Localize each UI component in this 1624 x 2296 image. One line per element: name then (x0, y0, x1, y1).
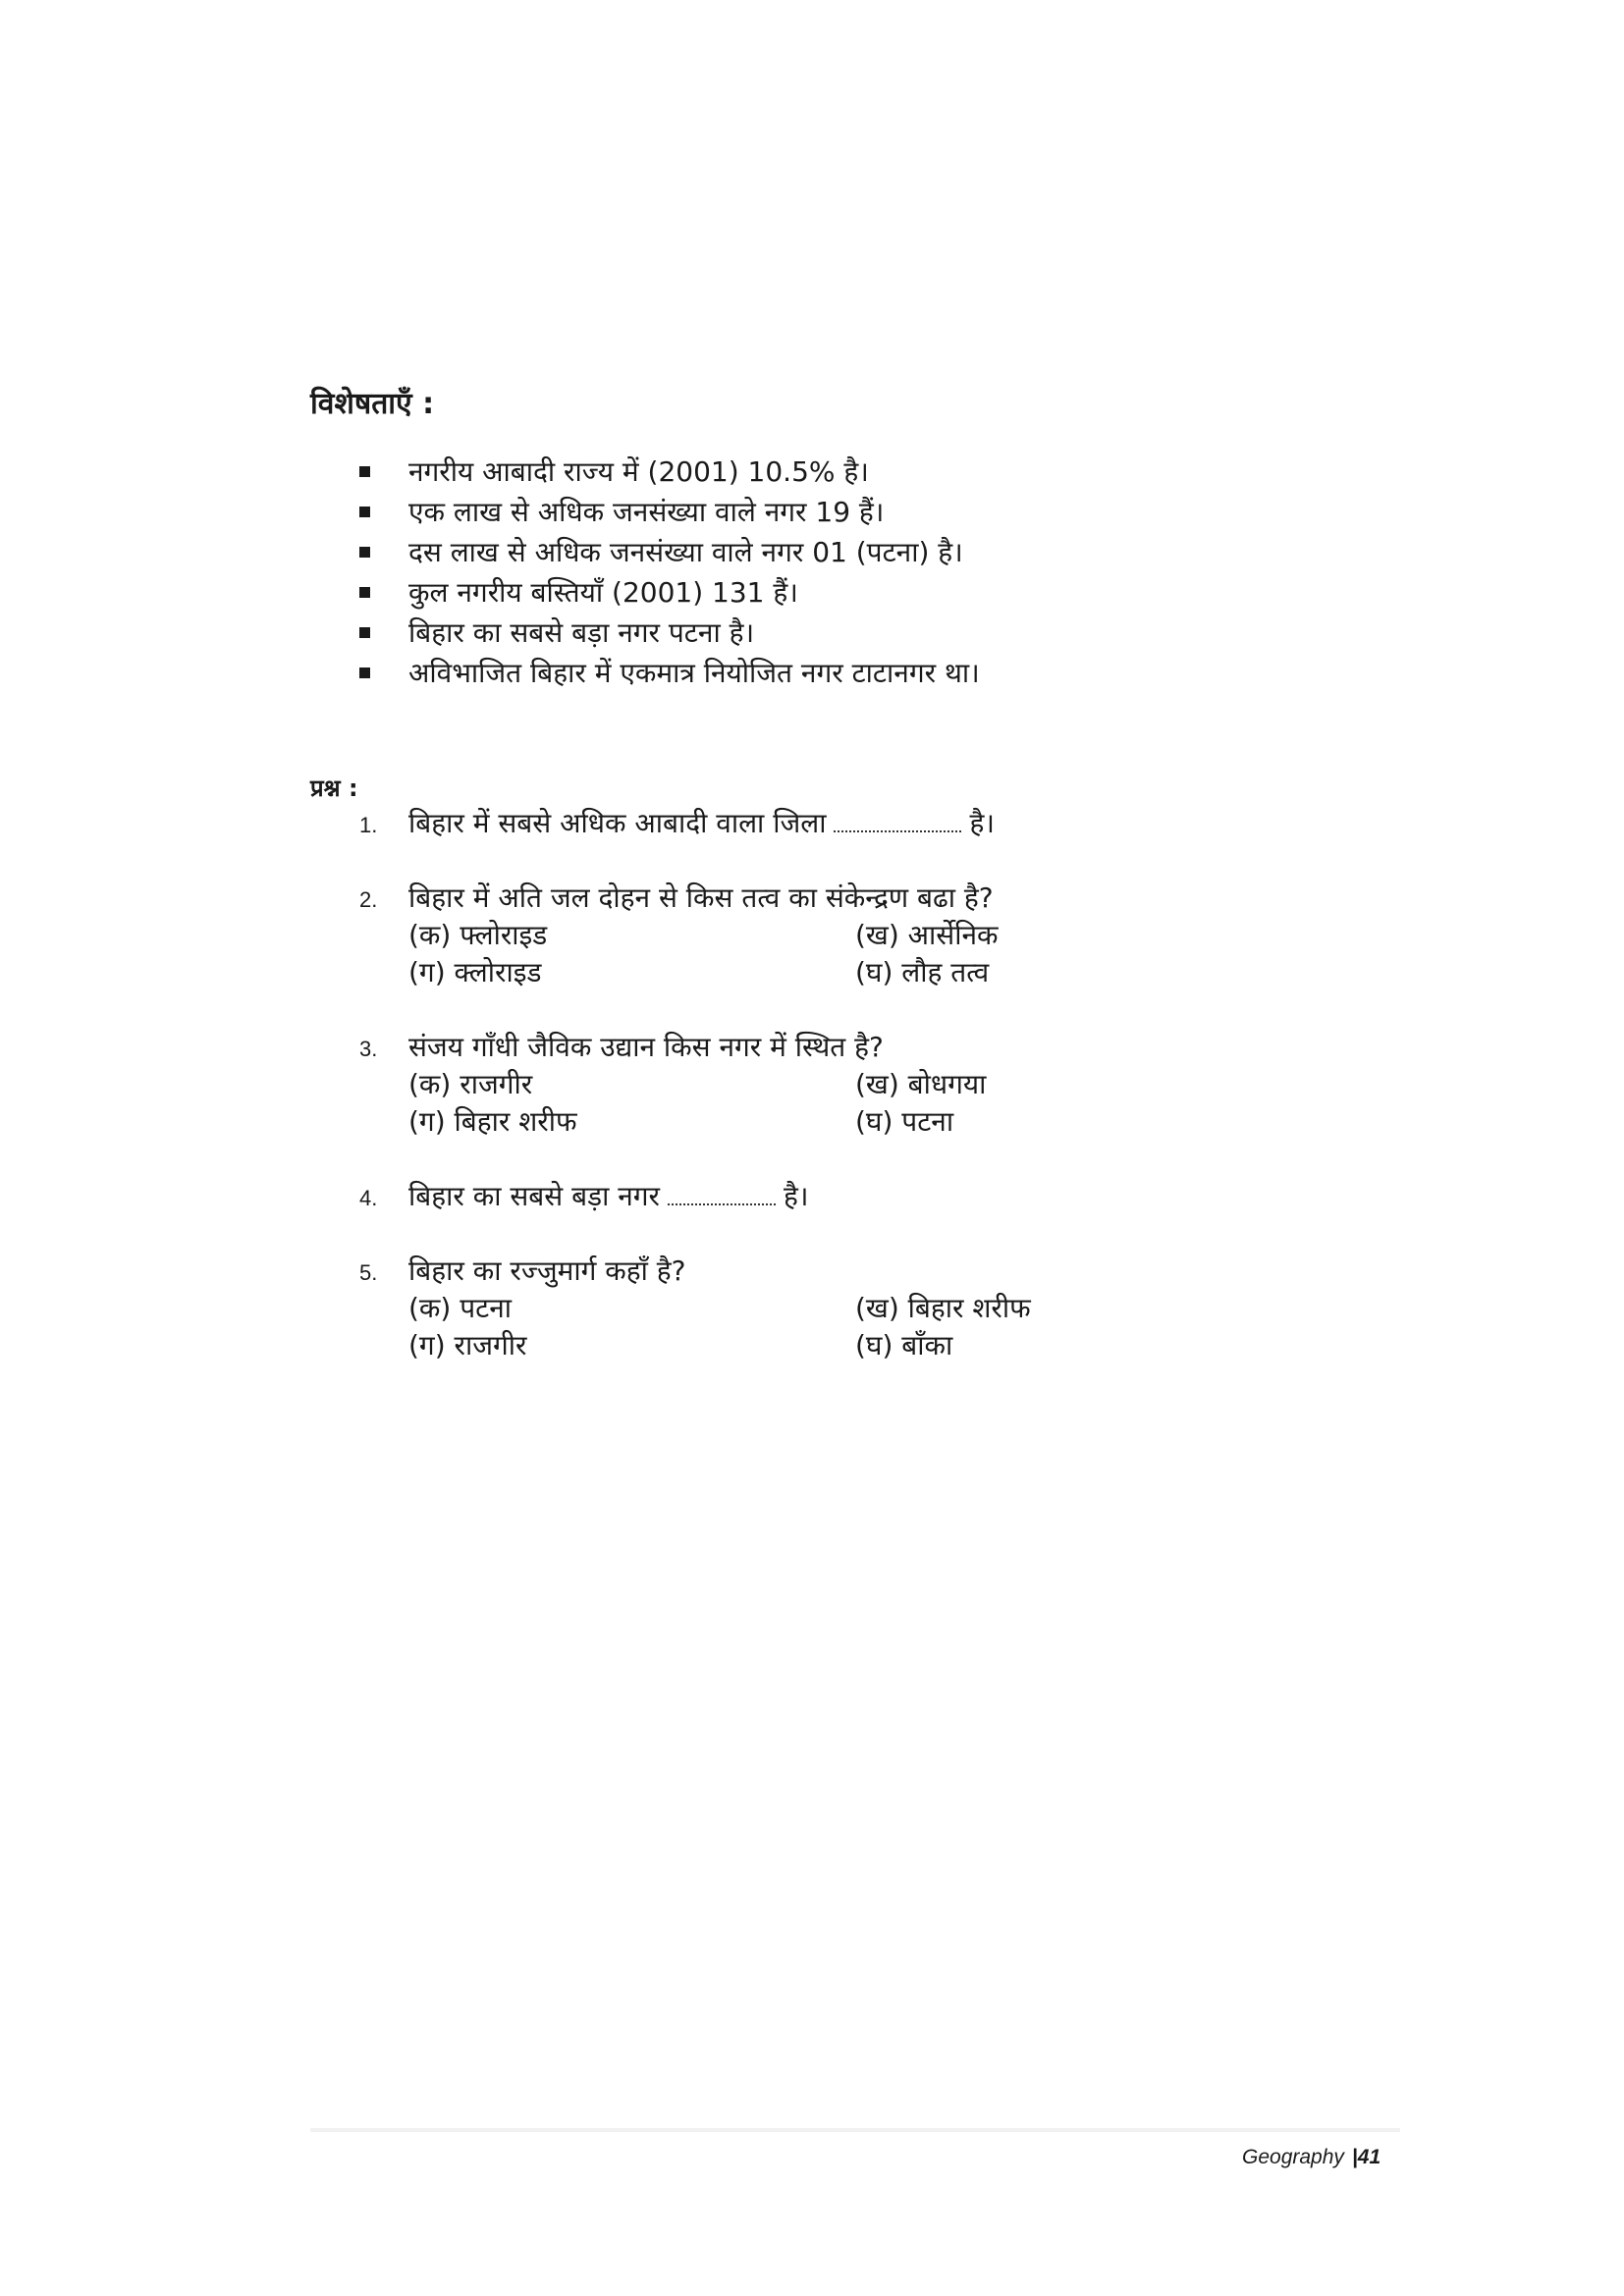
bullet-square-icon (359, 507, 370, 517)
question-5 (359, 1253, 1145, 1364)
question-text: बिहार में अति जल दोहन से किस तत्व का संकेन्द्रण बढा है? (408, 881, 994, 914)
page-footer (1242, 2144, 1380, 2171)
question-text: बिहार का रज्जुमार्ग कहाँ है? (408, 1255, 686, 1287)
question-text: संजय गाँधी जैविक उद्यान किस नगर में स्थित है? (408, 1031, 884, 1063)
option-ga: (ग) बिहार शरीफ (408, 1105, 577, 1138)
option-ka: (क) पटना (408, 1292, 513, 1324)
question-number: 3. (359, 1037, 378, 1061)
option-ga: (ग) क्लोराइड (408, 956, 542, 988)
question-number: 1. (359, 813, 378, 837)
footer-separator: | (1351, 2146, 1358, 2168)
answer-blank (668, 1184, 776, 1205)
answer-blank (834, 811, 961, 832)
question-1 (359, 805, 1145, 842)
question-number: 5. (359, 1260, 378, 1285)
question-3 (359, 1029, 1145, 1141)
option-gha: (घ) बाँका (855, 1329, 953, 1362)
question-text: बिहार में सबसे अधिक आबादी वाला जिला है। (408, 807, 995, 839)
page-number: 41 (1357, 2146, 1381, 2168)
question-2 (359, 880, 1145, 991)
features-heading: विशेषताएँ : (310, 387, 435, 421)
question-text: बिहार का सबसे बड़ा नगर है। (408, 1180, 809, 1212)
option-gha: (घ) लौह तत्व (855, 956, 990, 988)
option-kha: (ख) बोधगया (855, 1068, 987, 1100)
option-kha: (ख) बिहार शरीफ (855, 1292, 1031, 1324)
option-kha: (ख) आर्सेनिक (855, 919, 999, 951)
footer-subject: Geography (1242, 2146, 1344, 2168)
bullet-square-icon (359, 547, 370, 558)
bullet-square-icon (359, 587, 370, 598)
option-ka: (क) फ्लोराइड (408, 919, 548, 951)
option-ga: (ग) राजगीर (408, 1329, 527, 1362)
question-number: 4. (359, 1186, 378, 1210)
question-number: 2. (359, 887, 378, 912)
questions-heading: प्रश्न : (310, 774, 358, 802)
bullet-square-icon (359, 466, 370, 477)
question-4 (359, 1178, 1145, 1215)
option-gha: (घ) पटना (855, 1105, 954, 1138)
option-ka: (क) राजगीर (408, 1068, 533, 1100)
document-page: विशेषताएँ : नगरीय आबादी राज्य में (2001) 10.5% है। एक लाख से अधिक जनसंख्या वाले नगर 19 हैं। दस लाख से अधिक जनसंख्या वाले नगर 01 (पटना) है। कुल नगरीय बस्तियाँ (2001) 131 हैं। बिहार का सबसे बड़ा नगर पटना है। अविभाजित बिहार में एकमात्र नियोजित नगर टाटानगर था। प्रश्न : 1. बिहार में सबसे अधिक आबादी वाला जिला है। 2. बिहार में अति जल दोहन से किस तत्व का संकेन्द्रण बढा है? (क) फ्लोराइड (ख) आर्सेनिक (ग) क्लोराइड (घ) लौह तत्व 3. संजय गाँधी जैविक उद्यान किस नगर में स्थित है? (क) राजगीर (ख) बोधगया (ग) बिहार शरीफ (घ) पटना 4. बिहार का सबसे बड़ा नगर है। 5. बिहार का रज्जुमार्ग कहाँ है? (क) पटना (ख) बिहार शरीफ (ग) राजगीर (घ) बाँका Geography |41 (0, 0, 1624, 2296)
footer-divider (310, 2128, 1400, 2132)
bullet-square-icon (359, 667, 370, 678)
bullet-square-icon (359, 627, 370, 638)
